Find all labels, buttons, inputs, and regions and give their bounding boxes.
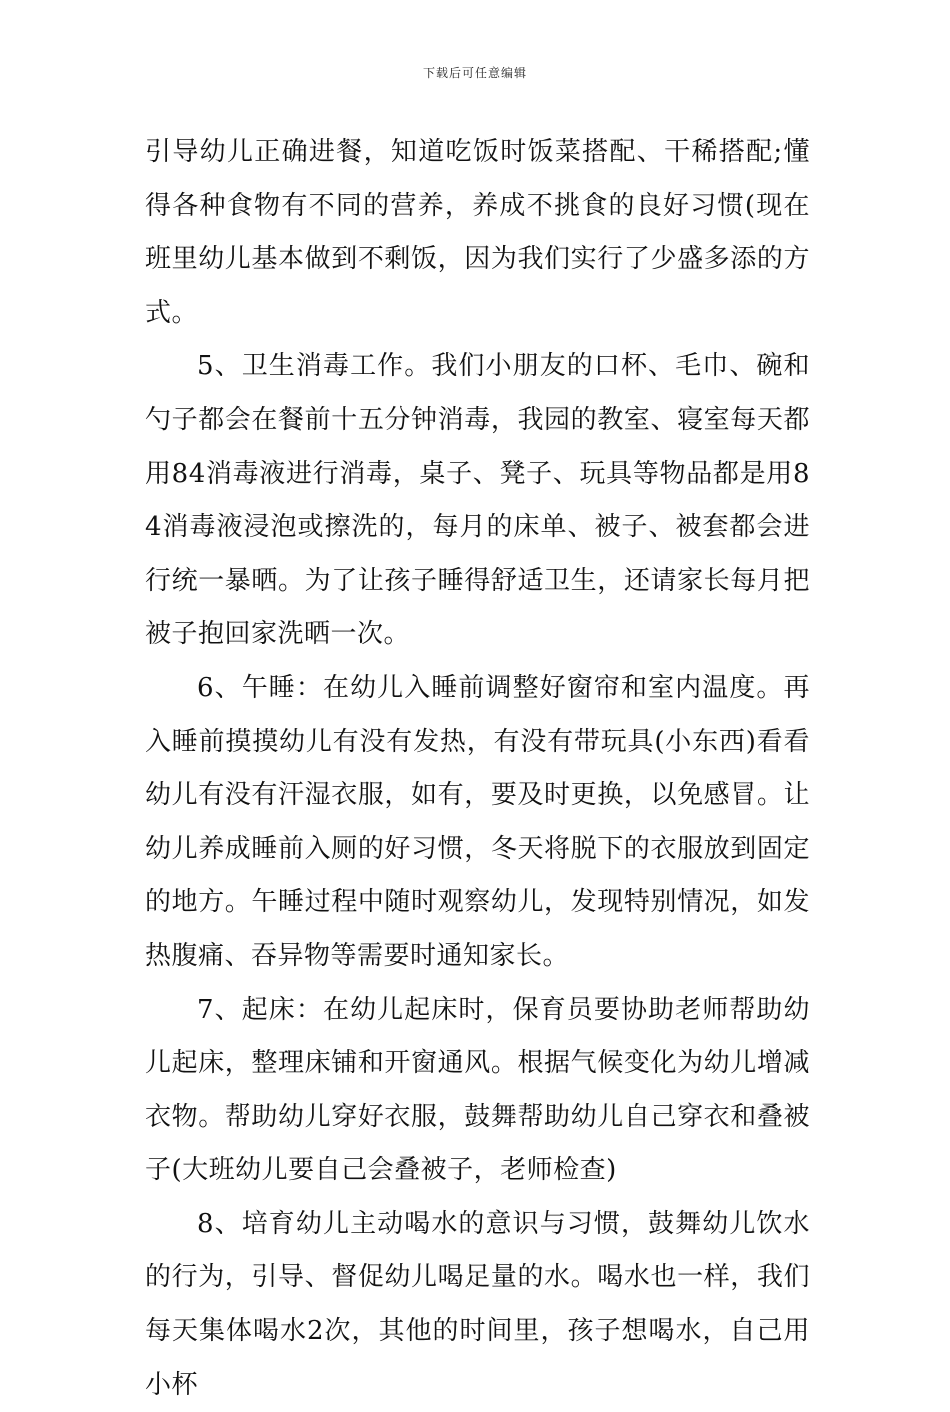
document-body (145, 126, 810, 1412)
header-note: 下载后可任意编辑 (422, 66, 527, 80)
paragraph-nap: 6、午睡：在幼儿入睡前调整好窗帘和室内温度。再入睡前摸摸幼儿有没有发热，有没有带玩具(小东西)看看幼儿有没有汗湿衣服，如有，要及时更换，以免感冒。让幼儿养成睡前入厕的好习惯，冬天将脱下的衣服放到固定的地方。午睡过程中随时观察幼儿，发现特别情况，如发热腹痛、吞异物等需要时通知家长。 (145, 672, 810, 971)
paragraph-drinking-water: 8、培育幼儿主动喝水的意识与习惯，鼓舞幼儿饮水的行为，引导、督促幼儿喝足量的水。喝水也一样，我们每天集体喝水2次，其他的时间里，孩子想喝水，自己用小杯 (145, 1208, 810, 1400)
paragraph-wake-up: 7、起床：在幼儿起床时，保育员要协助老师帮助幼儿起床，整理床铺和开窗通风。根据气候变化为幼儿增减衣物。帮助幼儿穿好衣服，鼓舞帮助幼儿自己穿衣和叠被子(大班幼儿要自己会叠被子，老师检查) (145, 994, 810, 1186)
paragraph-disinfection: 5、卫生消毒工作。我们小朋友的口杯、毛巾、碗和勺子都会在餐前十五分钟消毒，我园的教室、寝室每天都用84消毒液进行消毒，桌子、凳子、玩具等物品都是用84消毒液浸泡或擦洗的，每月的床单、被子、被套都会进行统一暴晒。为了让孩子睡得舒适卫生，还请家长每月把被子抱回家洗晒一次。 (145, 351, 810, 650)
paragraph-meal-guidance: 引导幼儿正确进餐，知道吃饭时饭菜搭配、干稀搭配;懂得各种食物有不同的营养，养成不挑食的良好习惯(现在班里幼儿基本做到不剩饭，因为我们实行了少盛多添的方式。 (145, 137, 810, 328)
